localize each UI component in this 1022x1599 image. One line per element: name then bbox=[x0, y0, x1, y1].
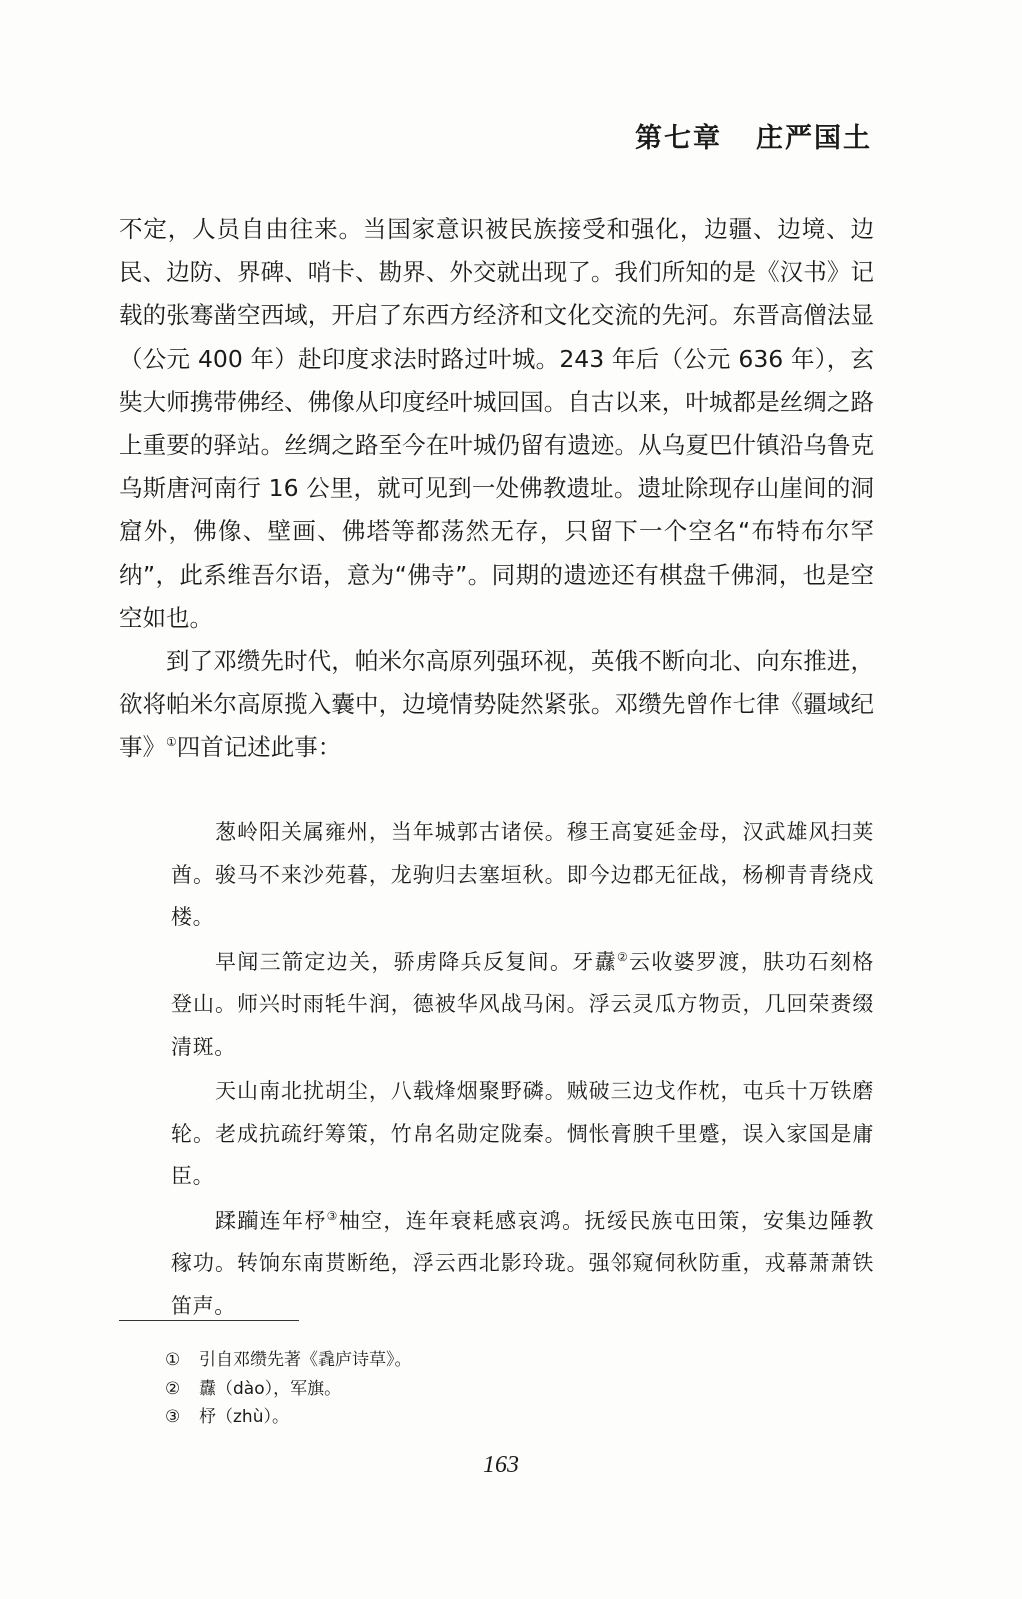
running-header bbox=[635, 116, 872, 155]
footnote-text: 杼（zhù）。 bbox=[199, 1407, 289, 1427]
poem-1: 葱岭阳关属雍州，当年城郭古诸侯。穆王高宴延金母，汉武雄风扫荚酋。骏马不来沙苑暮，龙驹归去塞垣秋。即今边郡无征战，杨柳青青绕戍楼。 bbox=[171, 820, 874, 929]
chapter-number: 第七章 bbox=[635, 123, 722, 154]
chapter-title: 庄严国土 bbox=[756, 123, 872, 154]
footnote-text: 引自邓缵先著《毳庐诗草》。 bbox=[199, 1350, 412, 1370]
footnote-divider bbox=[119, 1320, 299, 1321]
poem-2 bbox=[171, 941, 874, 1069]
poem-3: 天山南北扰胡尘，八载烽烟聚野磷。贼破三边戈作枕，屯兵十万铁磨轮。老成抗疏纡筹策，竹帛名勋定陇秦。惆怅膏腴千里蹙，误入家国是庸臣。 bbox=[171, 1079, 874, 1188]
footnote-ref-2: ② bbox=[616, 949, 630, 964]
footnote-2 bbox=[165, 1375, 865, 1404]
footnotes bbox=[165, 1346, 865, 1432]
poem-text: 蹂躏连年杼 bbox=[215, 1208, 327, 1233]
body-paragraph-1: 不定，人员自由往来。当国家意识被民族接受和强化，边疆、边境、边民、边防、界碑、哨卡、勘界、外交就出现了。我们所知的是《汉书》记载的张骞凿空西域，开启了东西方经济和文化交流的先河。东晋高僧法显（公元 400 年）赴印度求法时路过叶城。243 年后（公元 636 年），玄奘大师携带佛经、佛像从印度经叶城回国。自古以来，叶城都是丝绸之路上重要的驿站。丝绸之路至今在叶城仍留有遗迹。从乌夏巴什镇沿乌鲁克乌斯唐河南行 16 公里，就可见到一处佛教遗址。遗址除现存山崖间的洞窟外，佛像、壁画、佛塔等都荡然无存，只留下一个空名“布特布尔罕纳”，此系维吾尔语，意为“佛寺”。同期的遗迹还有棋盘千佛洞，也是空空如也。 bbox=[119, 215, 874, 632]
footnote-mark: ① bbox=[165, 1350, 181, 1370]
footnote-3 bbox=[165, 1403, 865, 1432]
body-text bbox=[119, 208, 874, 770]
poem-text: 早闻三箭定边关，骄虏降兵反复间。牙纛 bbox=[215, 949, 617, 974]
footnote-ref-3: ③ bbox=[326, 1208, 339, 1223]
paragraph-text: 到了邓缵先时代，帕米尔高原列强环视，英俄不断向北、向东推进，欲将帕米尔高原揽入囊中，边境情势陡然紧张。邓缵先曾作七律《疆域纪事》 bbox=[119, 647, 874, 762]
footnote-ref-1: ① bbox=[166, 735, 177, 750]
footnote-mark: ② bbox=[165, 1378, 181, 1399]
footnote-text: 纛（dào），军旗。 bbox=[199, 1378, 342, 1399]
poem-block bbox=[171, 811, 874, 1329]
poem-text: 柚空，连年衰耗感哀鸿。抚绥民族屯田策，安集边陲教稼功。转饷东南贳断绝，浮云西北影玲珑。强邻窥伺秋防重，戎幕萧萧铁笛声。 bbox=[171, 1208, 875, 1318]
poem-text: 云收婆罗渡，肤功石刻格登山。师兴时雨牦牛润，德被华风战马闲。浮云灵瓜方物贡，几回荣赉缀清斑。 bbox=[171, 949, 874, 1059]
paragraph-text: 四首记述此事： bbox=[176, 733, 342, 762]
footnote-mark: ③ bbox=[165, 1407, 181, 1427]
poem-4 bbox=[171, 1200, 874, 1328]
footnote-1 bbox=[165, 1346, 865, 1375]
body-paragraph-2 bbox=[119, 640, 874, 770]
page-number: 163 bbox=[483, 1452, 519, 1478]
